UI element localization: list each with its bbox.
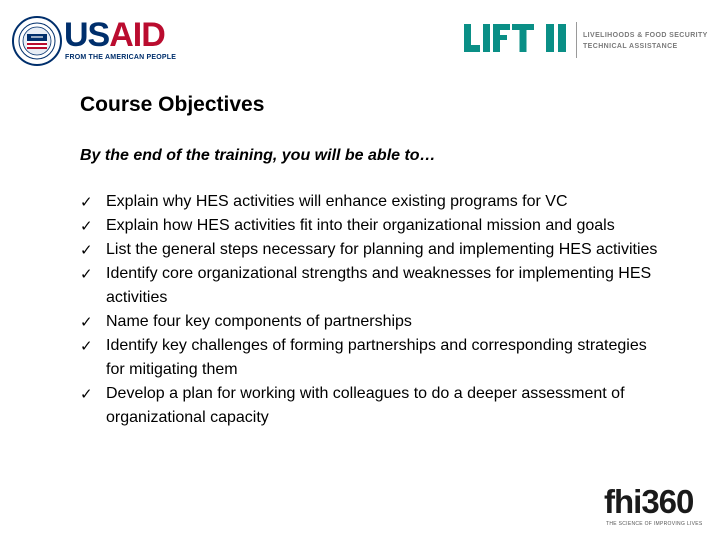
check-icon: ✓ bbox=[80, 313, 93, 331]
objective-text: Develop a plan for working with colleagues to do a deeper assessment of organizational capacity bbox=[106, 385, 625, 426]
check-icon: ✓ bbox=[80, 241, 93, 259]
check-icon: ✓ bbox=[80, 217, 93, 235]
lift-divider bbox=[576, 22, 577, 58]
lift-ii-logo bbox=[462, 18, 712, 68]
objective-item bbox=[80, 190, 660, 214]
objective-text: Explain why HES activities will enhance existing programs for VC bbox=[106, 193, 568, 210]
objective-item bbox=[80, 310, 660, 334]
usaid-tagline: FROM THE AMERICAN PEOPLE bbox=[65, 54, 177, 61]
objective-text: List the general steps necessary for planning and implementing HES activities bbox=[106, 241, 658, 258]
fhi360-logo bbox=[604, 484, 716, 534]
objective-item bbox=[80, 214, 660, 238]
objective-item bbox=[80, 262, 660, 310]
objective-text: Identify key challenges of forming partnerships and corresponding strategies for mitigating them bbox=[106, 337, 647, 378]
intro-text: By the end of the training, you will be able to… bbox=[80, 147, 436, 164]
lift-ii-mark-icon bbox=[462, 20, 572, 56]
check-icon: ✓ bbox=[80, 265, 93, 283]
check-icon: ✓ bbox=[80, 385, 93, 403]
objective-text: Identify core organizational strengths and weaknesses for implementing HES activities bbox=[106, 265, 652, 306]
objective-text: Explain how HES activities fit into their organizational mission and goals bbox=[106, 217, 615, 234]
objective-item bbox=[80, 238, 660, 262]
check-icon: ✓ bbox=[80, 193, 93, 211]
usaid-logo bbox=[12, 14, 177, 74]
lift-subtitle-line2: TECHNICAL ASSISTANCE bbox=[583, 43, 678, 50]
check-icon: ✓ bbox=[80, 337, 93, 355]
objective-item bbox=[80, 334, 660, 382]
objective-item bbox=[80, 382, 660, 430]
lift-subtitle-line1: LIVELIHOODS & FOOD SECURITY bbox=[583, 32, 708, 39]
usaid-seal-icon bbox=[12, 16, 62, 66]
lift-subtitle bbox=[583, 30, 708, 52]
fhi360-tagline: THE SCIENCE OF IMPROVING LIVES bbox=[606, 521, 703, 527]
objective-text: Name four key components of partnerships bbox=[106, 313, 412, 330]
fhi360-wordmark: fhi360 bbox=[604, 483, 694, 520]
usaid-wordmark: USAID bbox=[64, 16, 165, 54]
objectives-list bbox=[80, 190, 660, 430]
page-title: Course Objectives bbox=[80, 93, 265, 116]
